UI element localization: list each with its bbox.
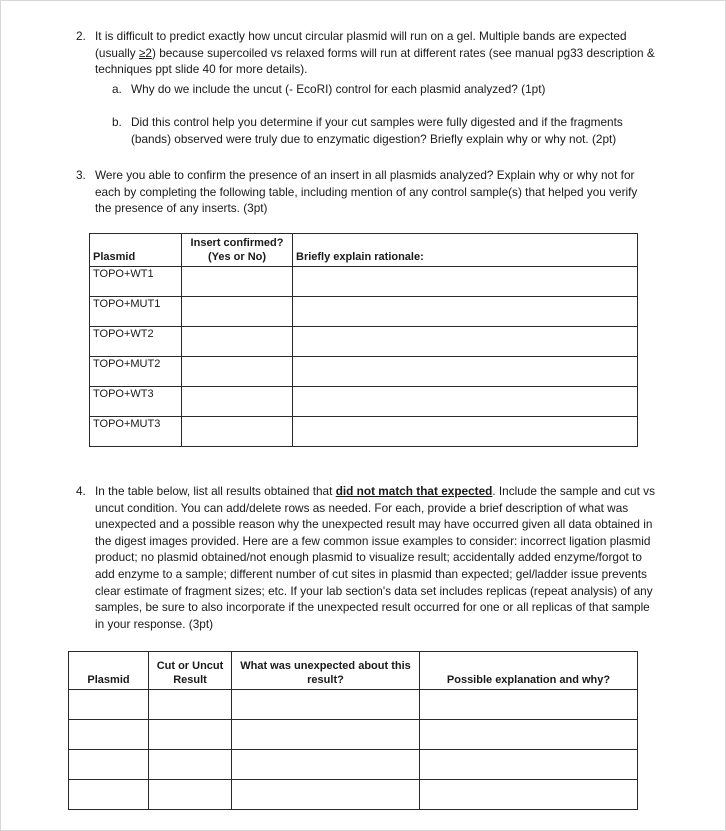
ge-symbol: ≥2: [138, 45, 152, 60]
explanation-cell[interactable]: [420, 780, 638, 810]
unexpected-table-header: [69, 652, 638, 690]
q2a-text: Why do we include the uncut (- EcoRI) control for each plasmid analyzed? (1pt): [131, 82, 546, 96]
table-row: [69, 690, 638, 720]
insert-cell[interactable]: [182, 327, 293, 357]
cut-cell[interactable]: [149, 690, 232, 720]
insert-cell[interactable]: [182, 267, 293, 297]
insert-cell[interactable]: [182, 417, 293, 447]
unexpected-cell[interactable]: [232, 720, 420, 750]
table-row: [90, 357, 638, 387]
plasmid-cell[interactable]: [69, 780, 149, 810]
q2b-text: Did this control help you determine if your cut samples were fully digested and if the fragments (bands) observed were truly due to enzymatic digestion? Briefly explain why or why not. (2pt): [131, 115, 623, 146]
rationale-cell[interactable]: [293, 417, 638, 447]
plasmid-cell: TOPO+MUT2: [90, 357, 182, 387]
unexpected-cell[interactable]: [232, 750, 420, 780]
plasmid-cell[interactable]: [69, 750, 149, 780]
plasmid-cell: TOPO+MUT3: [90, 417, 182, 447]
q4-number: 4.: [76, 484, 86, 498]
plasmid-cell: TOPO+WT3: [90, 387, 182, 417]
q2b-label: b.: [112, 115, 122, 129]
insert-cell[interactable]: [182, 297, 293, 327]
col-plasmid: Plasmid: [90, 234, 182, 267]
q2a-label: a.: [112, 82, 122, 96]
rationale-cell[interactable]: [293, 387, 638, 417]
cut-cell[interactable]: [149, 720, 232, 750]
plasmid-cell: TOPO+WT1: [90, 267, 182, 297]
table-row: [90, 297, 638, 327]
q3-text: Were you able to confirm the presence of an insert in all plasmids analyzed? Explain why or why not for each by completing the following table, including mention of any control sample(s) that helped you verify the presence of any inserts. (3pt): [95, 168, 638, 216]
insert-cell[interactable]: [182, 357, 293, 387]
table-row: [90, 387, 638, 417]
q4-text: In the table below, list all results obtained that did not match that expected. Include the sample and cut vs uncut condition. You can add/delete rows as needed. For each, provide a brief description of what was unexpected and a possible reason why the unexpected result may have occurred given all data obtained in the digest images provided. Here are a few common issue examples to consider: incorrect ligation plasmid product; no plasmid obtained/not enough plasmid to visualize result; accidentally added enzyme/forgot to add enzyme to a sample; different number of cut sites in plasmid than expected; gel/ladder issue prevents clear estimate of fragment sizes; etc. If your lab section's data set includes replicas (repeat analysis) of any samples, be sure to also incorporate if the unexpected result occurred for one or all replicas of that sample in your response. (3pt): [95, 484, 655, 631]
cut-cell[interactable]: [149, 750, 232, 780]
unexpected-cell[interactable]: [232, 690, 420, 720]
col-cut-uncut: Cut or Uncut Result: [149, 652, 232, 690]
insert-table: [89, 233, 638, 447]
q3-number: 3.: [76, 168, 86, 182]
rationale-cell[interactable]: [293, 297, 638, 327]
explanation-cell[interactable]: [420, 750, 638, 780]
explanation-cell[interactable]: [420, 720, 638, 750]
col-unexpected: What was unexpected about this result?: [232, 652, 420, 690]
cut-cell[interactable]: [149, 780, 232, 810]
unexpected-results-table: [68, 651, 638, 810]
table-row: [90, 327, 638, 357]
table-row: [90, 417, 638, 447]
col-rationale: Briefly explain rationale:: [293, 234, 638, 267]
table-row: [90, 267, 638, 297]
plasmid-cell: TOPO+MUT1: [90, 297, 182, 327]
insert-table-header: [90, 234, 638, 267]
unexpected-cell[interactable]: [232, 780, 420, 810]
q2-text: It is difficult to predict exactly how uncut circular plasmid will run on a gel. Multiple bands are expected (usually ≥2) because supercoiled vs relaxed forms will run at different rates (see manual pg33 description & techniques ppt slide 40 for more details).: [95, 29, 655, 77]
plasmid-cell[interactable]: [69, 690, 149, 720]
rationale-cell[interactable]: [293, 357, 638, 387]
table-row: [69, 720, 638, 750]
did-not-match-emphasis: did not match that expected: [335, 484, 493, 498]
plasmid-cell: TOPO+WT2: [90, 327, 182, 357]
col-plasmid: Plasmid: [69, 652, 149, 690]
table-row: [69, 780, 638, 810]
q2-number: 2.: [76, 29, 86, 43]
rationale-cell[interactable]: [293, 327, 638, 357]
plasmid-cell[interactable]: [69, 720, 149, 750]
col-insert-confirmed: Insert confirmed? (Yes or No): [182, 234, 293, 267]
rationale-cell[interactable]: [293, 267, 638, 297]
explanation-cell[interactable]: [420, 690, 638, 720]
table-row: [69, 750, 638, 780]
col-explanation: Possible explanation and why?: [420, 652, 638, 690]
insert-cell[interactable]: [182, 387, 293, 417]
